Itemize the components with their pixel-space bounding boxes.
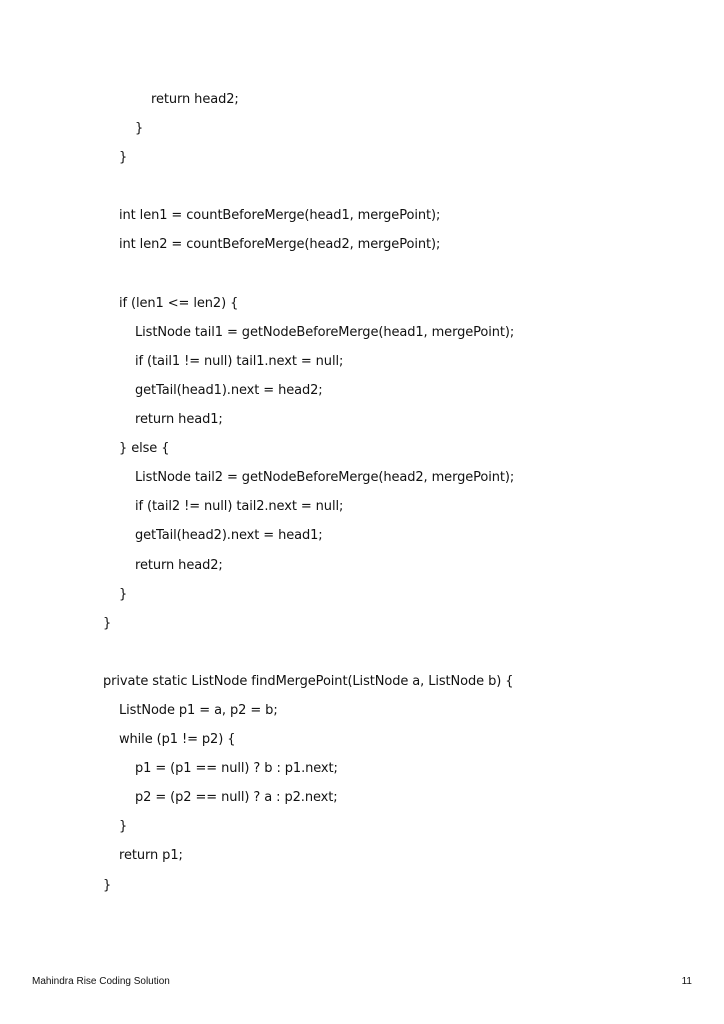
code-line <box>0 172 724 201</box>
footer-title: Mahindra Rise Coding Solution <box>32 976 170 987</box>
code-line: return head1; <box>135 412 223 428</box>
code-line: ListNode p1 = a, p2 = b; <box>119 702 278 718</box>
code-line: return head2; <box>135 557 223 573</box>
code-line <box>0 260 724 289</box>
code-block <box>0 85 724 900</box>
code-line: if (tail1 != null) tail1.next = null; <box>135 353 344 369</box>
code-line: } <box>119 819 128 835</box>
code-line: p1 = (p1 == null) ? b : p1.next; <box>135 761 338 777</box>
code-line: } <box>119 586 128 602</box>
code-line: } <box>103 877 112 893</box>
code-line: ListNode tail2 = getNodeBeforeMerge(head2, mergePoint); <box>135 470 515 486</box>
code-line: } <box>103 615 112 631</box>
code-line: int len1 = countBeforeMerge(head1, mergePoint); <box>119 208 441 224</box>
code-line: return head2; <box>151 92 239 107</box>
code-line: p2 = (p2 == null) ? a : p2.next; <box>135 790 338 806</box>
code-line: } else { <box>119 441 170 457</box>
code-line: getTail(head2).next = head1; <box>135 528 323 544</box>
code-line: while (p1 != p2) { <box>119 732 236 748</box>
code-line: getTail(head1).next = head2; <box>135 382 323 398</box>
code-line: } <box>119 150 128 166</box>
code-line: } <box>135 121 144 137</box>
code-line: return p1; <box>119 848 183 864</box>
page-number: 11 <box>681 976 692 987</box>
code-line: private static ListNode findMergePoint(ListNode a, ListNode b) { <box>103 673 514 689</box>
code-line <box>0 638 724 667</box>
code-line: ListNode tail1 = getNodeBeforeMerge(head1, mergePoint); <box>135 324 515 340</box>
code-line: if (tail2 != null) tail2.next = null; <box>135 499 344 515</box>
code-line: int len2 = countBeforeMerge(head2, mergePoint); <box>119 237 441 253</box>
code-line: if (len1 <= len2) { <box>119 295 239 311</box>
